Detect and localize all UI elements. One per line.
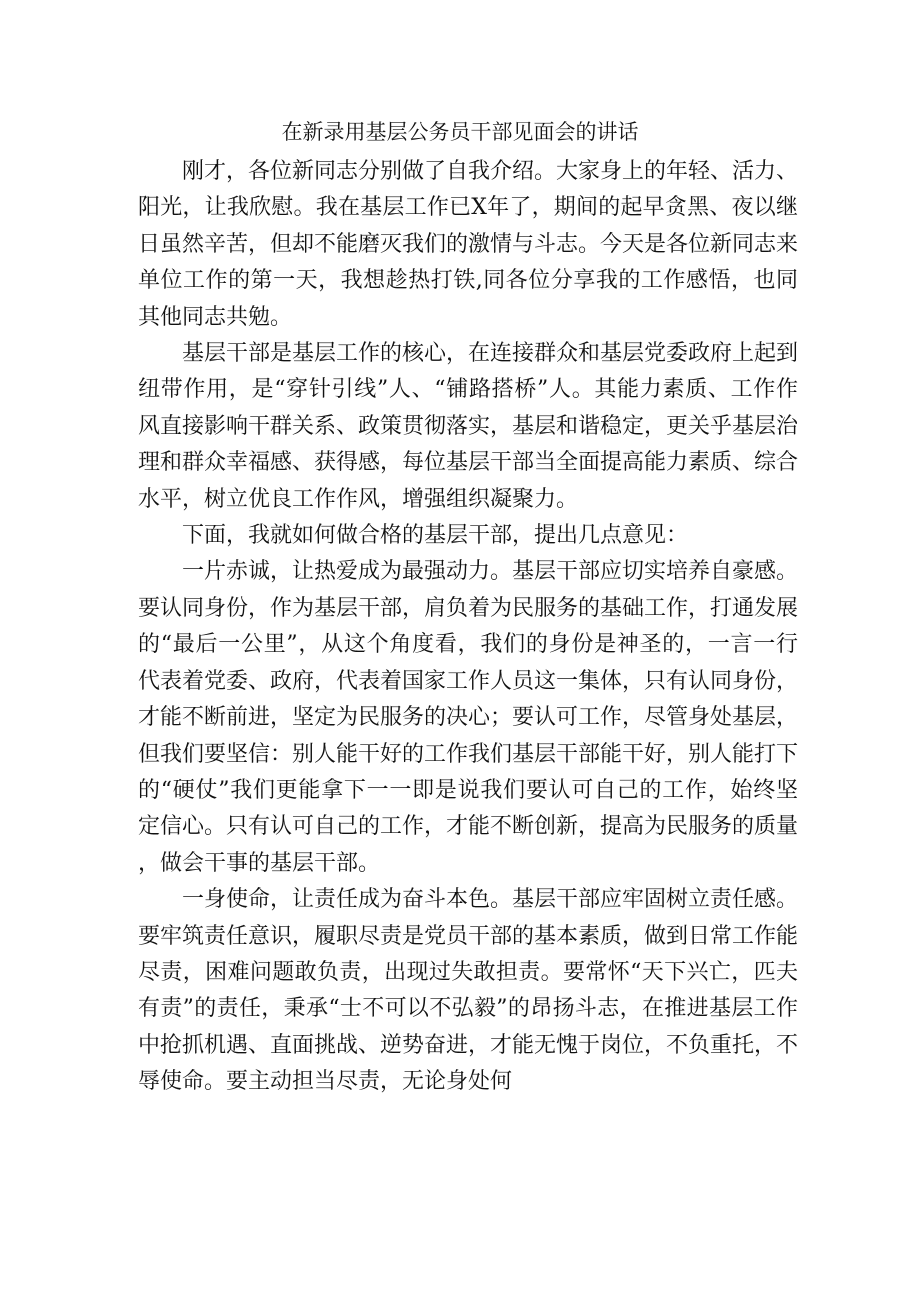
paragraph-role-of-cadres: 基层干部是基层工作的核心，在连接群众和基层党委政府上起到纽带作用，是“穿针引线”人、“铺路搭桥”人。其能力素质、工作作风直接影响干群关系、政策贯彻落实，基层和谐稳定，更关乎基层治理和群众幸福感、获得感，每位基层干部当全面提高能力素质、综合水平，树立优良工作作风，增强组织凝聚力。 (138, 341, 799, 512)
paragraph-point-responsibility: 一身使命，让责任成为奋斗本色。基层干部应牢固树立责任感。要牢筑责任意识，履职尽责是党员干部的基本素质，做到日常工作能尽责，困难问题敢负责，出现过失敢担责。要常怀“天下兴亡，匹夫有责”的责任，秉承“士不可以不弘毅”的昂扬斗志，在推进基层工作中抢抓机遇、直面挑战、逆势奋进，才能无愧于岗位，不负重托，不辱使命。要主动担当尽责，无论身处何 (138, 887, 799, 1095)
paragraph-point-passion: 一片赤诚，让热爱成为最强动力。基层干部应切实培养自豪感。要认同身份，作为基层干部，肩负着为民服务的基础工作，打通发展的“最后一公里”，从这个角度看，我们的身份是神圣的，一言一行代表着党委、政府，代表着国家工作人员这一集体，只有认同身份，才能不断前进，坚定为民服务的决心；要认可工作，尽管身处基层，但我们要坚信：别人能干好的工作我们基层干部能干好，别人能打下的“硬仗”我们更能拿下一一即是说我们要认可自己的工作，始终坚定信心。只有认可自己的工作，才能不断创新，提高为民服务的质量，做会干事的基层干部。 (138, 559, 799, 876)
document-title: 在新录用基层公务员干部见面会的讲话 (281, 120, 639, 144)
document-body (138, 154, 798, 1101)
paragraph-intro: 刚才，各位新同志分别做了自我介绍。大家身上的年轻、活力、阳光，让我欣慰。我在基层工作已X年了，期间的起早贪黑、夜以继日虽然辛苦，但却不能磨灭我们的激情与斗志。今天是各位新同志来单位工作的第一天，我想趁热打铁,同各位分享我的工作感悟，也同其他同志共勉。 (138, 159, 799, 330)
paragraph-transition: 下面，我就如何做合格的基层干部，提出几点意见： (182, 523, 689, 549)
